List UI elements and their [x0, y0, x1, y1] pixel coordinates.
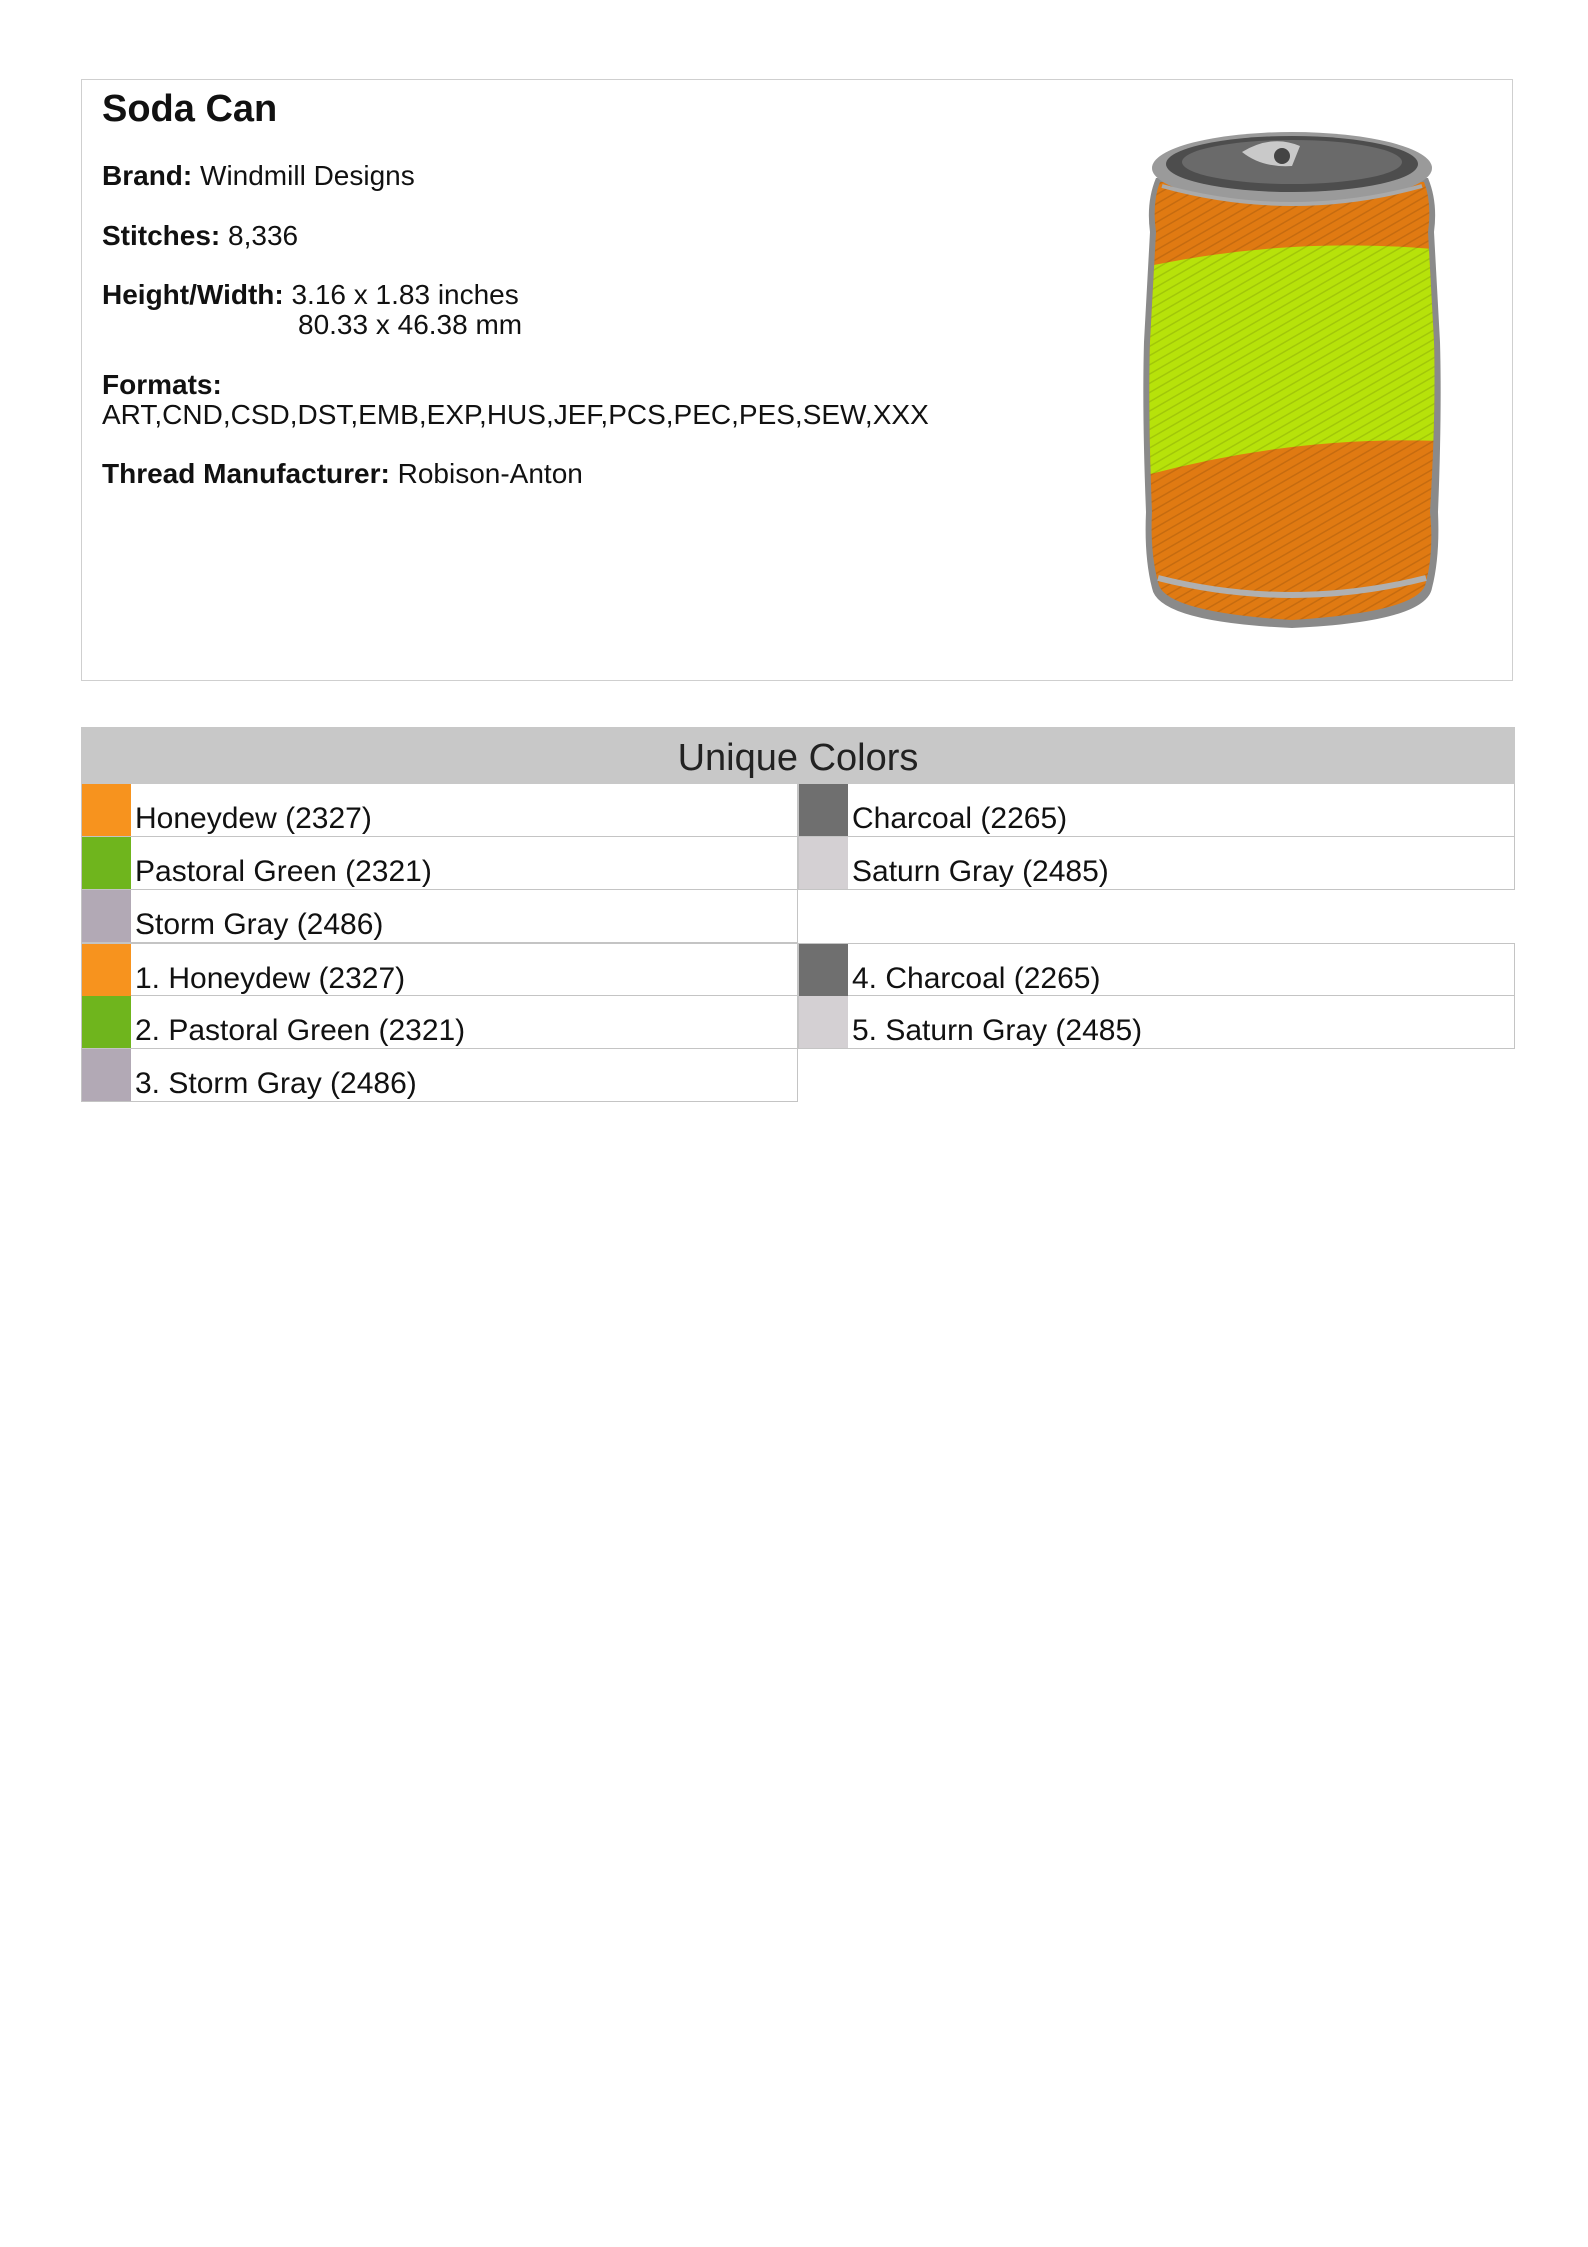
- formats-value: ART,CND,CSD,DST,EMB,EXP,HUS,JEF,PCS,PEC,PES,SEW,XXX: [102, 399, 929, 430]
- sequence-label: 1. Honeydew (2327): [135, 962, 406, 995]
- color-swatch: [82, 837, 131, 889]
- height-width-label: Height/Width:: [102, 279, 284, 310]
- size-mm: 80.33 x 46.38 mm: [298, 309, 523, 340]
- color-swatch: [82, 944, 131, 996]
- color-label: Honeydew (2327): [135, 802, 372, 835]
- color-row: [81, 784, 798, 837]
- stitches-label: Stitches:: [102, 220, 221, 251]
- color-swatch: [799, 944, 848, 996]
- sequence-row: [81, 943, 798, 996]
- color-swatch: [82, 890, 131, 942]
- soda-can-image: [1122, 112, 1462, 652]
- brand-label: Brand:: [102, 160, 193, 191]
- unique-colors-table: [81, 727, 1515, 1100]
- sequence-label: 3. Storm Gray (2486): [135, 1067, 417, 1100]
- color-label: Pastoral Green (2321): [135, 855, 432, 888]
- color-row: [798, 837, 1515, 890]
- brand-value: Windmill Designs: [200, 160, 415, 191]
- formats-label: Formats:: [102, 369, 222, 400]
- color-row: [798, 784, 1515, 837]
- sequence-row: [81, 996, 798, 1049]
- color-label: Charcoal (2265): [852, 802, 1068, 835]
- design-title: Soda Can: [102, 88, 278, 130]
- sequence-row: [81, 1049, 798, 1102]
- thread-label: Thread Manufacturer:: [102, 458, 390, 489]
- color-swatch: [82, 996, 131, 1048]
- thread-row: [102, 458, 583, 490]
- brand-row: [102, 160, 415, 192]
- sequence-row: [798, 996, 1515, 1049]
- color-row: [81, 890, 798, 943]
- design-info-card: [81, 79, 1513, 681]
- size-inches: 3.16 x 1.83 inches: [291, 279, 519, 310]
- color-swatch: [799, 996, 848, 1048]
- stitches-value: 8,336: [228, 220, 299, 251]
- sequence-label: 5. Saturn Gray (2485): [852, 1014, 1143, 1047]
- thread-value: Robison-Anton: [397, 458, 583, 489]
- color-label: Storm Gray (2486): [135, 908, 384, 941]
- stitches-row: [102, 220, 298, 252]
- sequence-label: 2. Pastoral Green (2321): [135, 1014, 466, 1047]
- sequence-label: 4. Charcoal (2265): [852, 962, 1101, 995]
- color-label: Saturn Gray (2485): [852, 855, 1109, 888]
- color-swatch: [82, 1049, 131, 1101]
- unique-colors-header: Unique Colors: [81, 727, 1515, 784]
- color-swatch: [799, 784, 848, 836]
- color-swatch: [799, 837, 848, 889]
- color-swatch: [82, 784, 131, 836]
- formats-row: [102, 370, 929, 430]
- sequence-row: [798, 943, 1515, 996]
- color-row: [81, 837, 798, 890]
- height-width-row: [102, 280, 522, 340]
